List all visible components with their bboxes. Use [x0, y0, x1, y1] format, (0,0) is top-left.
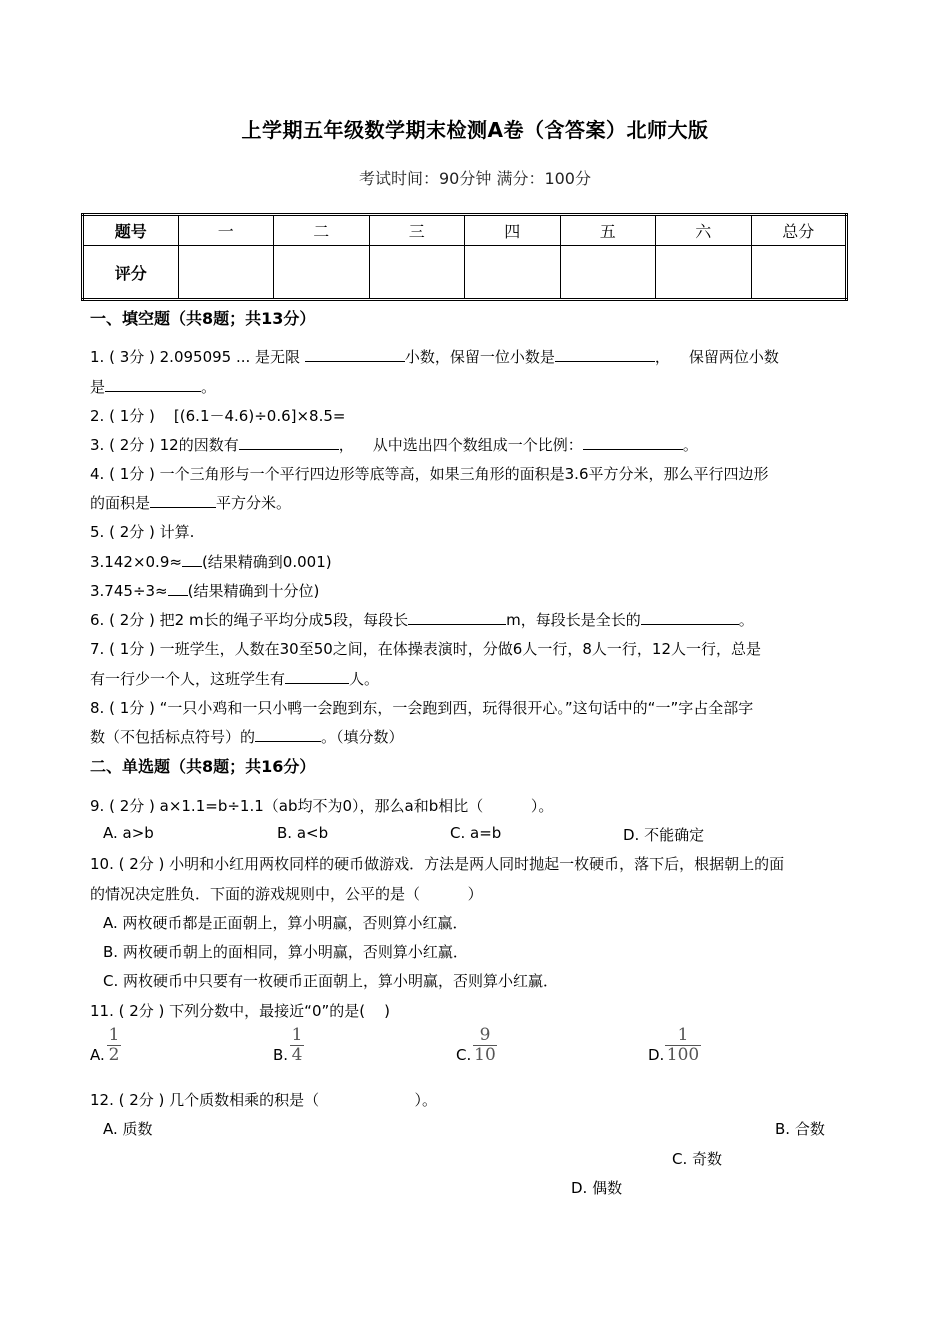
q5a-text: (结果精确到0.001): [201, 553, 332, 571]
question-7-line2: [90, 668, 379, 689]
answer-blank[interactable]: [182, 566, 202, 567]
score-cell[interactable]: [465, 246, 561, 300]
q3-text: 3. ( 2分 ) 12的因数有: [90, 436, 239, 454]
question-10-line1: 10. ( 2分 ) 小明和小红用两枚同样的硬币做游戏．方法是两人同时抛起一枚硬币，落下后，根据朝上的面: [90, 855, 785, 873]
q11-option-d-label[interactable]: D.: [648, 1046, 665, 1064]
question-4-line1: 4. ( 1分 ) 一个三角形与一个平行四边形等底等高，如果三角形的面积是3.6平方分米，那么平行四边形: [90, 465, 769, 483]
section1-title: 一、填空题（共8题；共13分）: [90, 309, 316, 328]
q12-option-c[interactable]: C. 奇数: [672, 1150, 723, 1168]
q11-option-a-fraction[interactable]: [107, 1027, 121, 1064]
question-1-line1: [90, 346, 779, 367]
score-header-cell: 三: [369, 215, 465, 246]
score-cell[interactable]: [274, 246, 370, 300]
q6-text: 6. ( 2分 ) 把2 m长的绳子平均分成5段，每段长: [90, 611, 409, 629]
answer-blank[interactable]: [168, 595, 188, 596]
question-3: [90, 434, 698, 455]
q12-option-b[interactable]: B. 合数: [775, 1120, 825, 1138]
answer-blank[interactable]: [150, 507, 216, 508]
fraction-numerator: 1: [291, 1025, 303, 1045]
q11-option-b-fraction[interactable]: [290, 1027, 304, 1064]
q8-text: 数（不包括标点符号）的: [90, 728, 256, 746]
question-2: 2. ( 1分 ) [(6.1－4.6)÷0.6]×8.5=: [90, 407, 346, 425]
score-header-cell: 总分: [751, 215, 847, 246]
fraction-numerator: 1: [677, 1025, 689, 1045]
question-12: 12. ( 2分 ) 几个质数相乘的积是（ ）。: [90, 1091, 438, 1109]
score-table: [81, 213, 848, 301]
fraction-denominator: 100: [666, 1045, 700, 1065]
question-5b: [90, 580, 319, 601]
answer-blank[interactable]: [641, 624, 739, 625]
question-4-line2: [90, 492, 291, 513]
question-11: 11. ( 2分 ) 下列分数中，最接近“0”的是( ): [90, 1002, 391, 1020]
q12-option-a[interactable]: A. 质数: [103, 1120, 153, 1138]
q5b-text: (结果精确到十分位): [187, 582, 320, 600]
fraction-denominator: 10: [474, 1045, 496, 1065]
score-cell[interactable]: [656, 246, 752, 300]
q3-text: ， 从中选出四个数组成一个比例：: [338, 436, 583, 454]
q10-option-c[interactable]: C. 两枚硬币中只要有一枚硬币正面朝上，算小明赢，否则算小红赢．: [103, 972, 559, 990]
answer-blank[interactable]: [305, 361, 405, 362]
score-header-cell: 四: [465, 215, 561, 246]
q12-option-d[interactable]: D. 偶数: [571, 1179, 623, 1197]
answer-blank[interactable]: [408, 624, 506, 625]
score-header-cell: 五: [560, 215, 656, 246]
q7-text: 人。: [349, 670, 380, 688]
q4-text: 的面积是: [90, 494, 151, 512]
answer-blank[interactable]: [239, 449, 339, 450]
question-7-line1: 7. ( 1分 ) 一班学生，人数在30至50之间，在体操表演时，分做6人一行，8人一行，12人一行，总是: [90, 640, 761, 658]
q5b-text: 3.745÷3≈: [90, 582, 168, 600]
q9-option-d[interactable]: D. 不能确定: [623, 826, 705, 844]
q11-option-c-label[interactable]: C.: [456, 1046, 472, 1064]
score-cell[interactable]: [751, 246, 847, 300]
question-6: [90, 609, 754, 630]
q11-option-c-fraction[interactable]: [473, 1027, 497, 1064]
q9-option-c[interactable]: C. a=b: [450, 824, 502, 842]
q11-option-d-fraction[interactable]: [665, 1027, 701, 1064]
question-1-line2: [90, 376, 216, 397]
score-header-cell: 二: [274, 215, 370, 246]
score-table-score-row: [83, 246, 847, 300]
q6-text: 。: [738, 611, 754, 629]
question-5: 5. ( 2分 ) 计算.: [90, 523, 195, 541]
q1-text: 1. ( 3分 ) 2.095095 ... 是无限: [90, 348, 305, 366]
score-table-header-row: [83, 215, 847, 246]
q10-option-a[interactable]: A. 两枚硬币都是正面朝上，算小明赢，否则算小红赢．: [103, 914, 468, 932]
answer-blank[interactable]: [285, 683, 349, 684]
fraction-numerator: 1: [108, 1025, 120, 1045]
answer-blank[interactable]: [583, 449, 683, 450]
fraction-denominator: 2: [108, 1045, 120, 1065]
q9-option-a[interactable]: A. a>b: [103, 824, 154, 842]
question-8-line1: 8. ( 1分 ) “一只小鸡和一只小鸭一会跑到东，一会跑到西，玩得很开心。”这句话中的“一”字占全部字: [90, 699, 754, 717]
q11-option-b-label[interactable]: B.: [273, 1046, 289, 1064]
answer-blank[interactable]: [555, 361, 655, 362]
question-9: 9. ( 2分 ) a×1.1=b÷1.1（ab均不为0），那么a和b相比（ ）。: [90, 797, 554, 815]
q9-option-b[interactable]: B. a<b: [277, 824, 329, 842]
fraction-numerator: 9: [479, 1025, 491, 1045]
q5a-text: 3.142×0.9≈: [90, 553, 182, 571]
score-row-label: 评分: [83, 246, 179, 300]
q1-text: ， 保留两位小数: [654, 348, 779, 366]
question-8-line2: [90, 726, 404, 747]
question-10-line2: 的情况决定胜负．下面的游戏规则中，公平的是（ ）: [90, 885, 483, 903]
q1-text: 是: [90, 378, 106, 396]
score-cell[interactable]: [369, 246, 465, 300]
page-title: 上学期五年级数学期末检测A卷（含答案）北师大版: [241, 118, 709, 142]
q11-option-a-label[interactable]: A.: [90, 1046, 105, 1064]
q7-text: 有一行少一个人，这班学生有: [90, 670, 286, 688]
score-cell[interactable]: [178, 246, 274, 300]
exam-info: 考试时间：90分钟 满分：100分: [359, 169, 591, 188]
q6-text: m，每段长是全长的: [506, 611, 641, 629]
q8-text: 。（填分数）: [321, 728, 404, 746]
score-cell[interactable]: [560, 246, 656, 300]
score-header-cell: 题号: [83, 215, 179, 246]
question-5a: [90, 551, 332, 572]
score-header-cell: 一: [178, 215, 274, 246]
q3-text: 。: [682, 436, 698, 454]
fraction-denominator: 4: [291, 1045, 303, 1065]
q1-text: 小数，保留一位小数是: [404, 348, 555, 366]
answer-blank[interactable]: [255, 741, 321, 742]
q10-option-b[interactable]: B. 两枚硬币朝上的面相同，算小明赢，否则算小红赢．: [103, 943, 468, 961]
score-header-cell: 六: [656, 215, 752, 246]
q1-text: 。: [201, 378, 217, 396]
section2-title: 二、单选题（共8题；共16分）: [90, 757, 316, 776]
q4-text: 平方分米。: [216, 494, 292, 512]
answer-blank[interactable]: [105, 391, 201, 392]
